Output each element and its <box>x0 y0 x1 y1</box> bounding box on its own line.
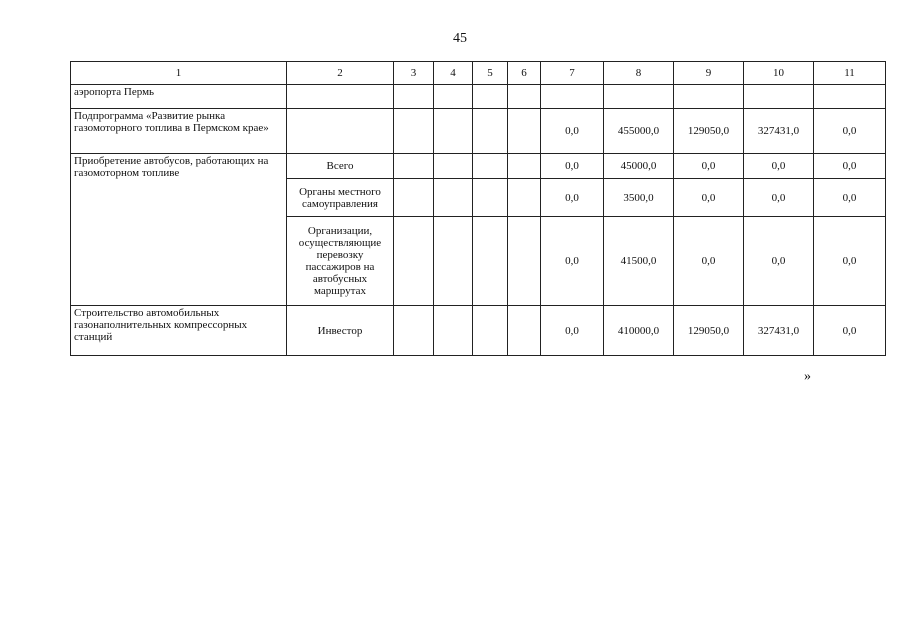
value-cell: 0,0 <box>744 217 814 306</box>
row-title-buses: Приобретение автобусов, работающих на газомоторном топливе <box>71 154 287 306</box>
value-cell: 3500,0 <box>604 179 674 217</box>
table-row <box>71 109 886 154</box>
value-cell: 45000,0 <box>604 154 674 179</box>
value-cell: 0,0 <box>814 109 886 154</box>
header-col-8: 8 <box>604 62 674 85</box>
row-title-subprogram: Подпрограмма «Развитие рынка газомоторного топлива в Пермском крае» <box>71 109 287 154</box>
header-col-11: 11 <box>814 62 886 85</box>
header-col-2: 2 <box>287 62 394 85</box>
value-cell: 129050,0 <box>674 306 744 356</box>
table-row <box>71 306 886 356</box>
value-cell: 0,0 <box>814 306 886 356</box>
table-header-row <box>71 62 886 85</box>
value-cell: 0,0 <box>541 154 604 179</box>
row-title-stations: Строительство автомобильных газонаполнительных компрессорных станций <box>71 306 287 356</box>
header-col-7: 7 <box>541 62 604 85</box>
table-row <box>71 154 886 179</box>
budget-table <box>70 61 886 356</box>
value-cell: 0,0 <box>814 154 886 179</box>
funding-source: Инвестор <box>287 306 394 356</box>
value-cell: 0,0 <box>541 109 604 154</box>
funding-source: Органы местного самоуправления <box>287 179 394 217</box>
value-cell: 0,0 <box>814 179 886 217</box>
header-col-6: 6 <box>508 62 541 85</box>
value-cell: 129050,0 <box>674 109 744 154</box>
value-cell: 0,0 <box>674 179 744 217</box>
value-cell: 455000,0 <box>604 109 674 154</box>
header-col-10: 10 <box>744 62 814 85</box>
table-row <box>71 85 886 109</box>
value-cell: 0,0 <box>744 154 814 179</box>
value-cell: 0,0 <box>674 217 744 306</box>
funding-source: Организации, осуществляющие перевозку пассажиров на автобусных маршрутах <box>287 217 394 306</box>
value-cell: 410000,0 <box>604 306 674 356</box>
closing-quote: » <box>804 369 811 384</box>
header-col-1: 1 <box>71 62 287 85</box>
page-number: 45 <box>453 31 467 46</box>
row-title-airport: аэропорта Пермь <box>71 85 287 109</box>
value-cell: 0,0 <box>744 179 814 217</box>
value-cell: 41500,0 <box>604 217 674 306</box>
funding-source: Всего <box>287 154 394 179</box>
value-cell: 0,0 <box>541 179 604 217</box>
value-cell: 0,0 <box>674 154 744 179</box>
value-cell: 0,0 <box>541 217 604 306</box>
value-cell: 0,0 <box>541 306 604 356</box>
header-col-4: 4 <box>434 62 473 85</box>
header-col-5: 5 <box>473 62 508 85</box>
value-cell: 327431,0 <box>744 109 814 154</box>
value-cell: 0,0 <box>814 217 886 306</box>
header-col-9: 9 <box>674 62 744 85</box>
value-cell: 327431,0 <box>744 306 814 356</box>
header-col-3: 3 <box>394 62 434 85</box>
